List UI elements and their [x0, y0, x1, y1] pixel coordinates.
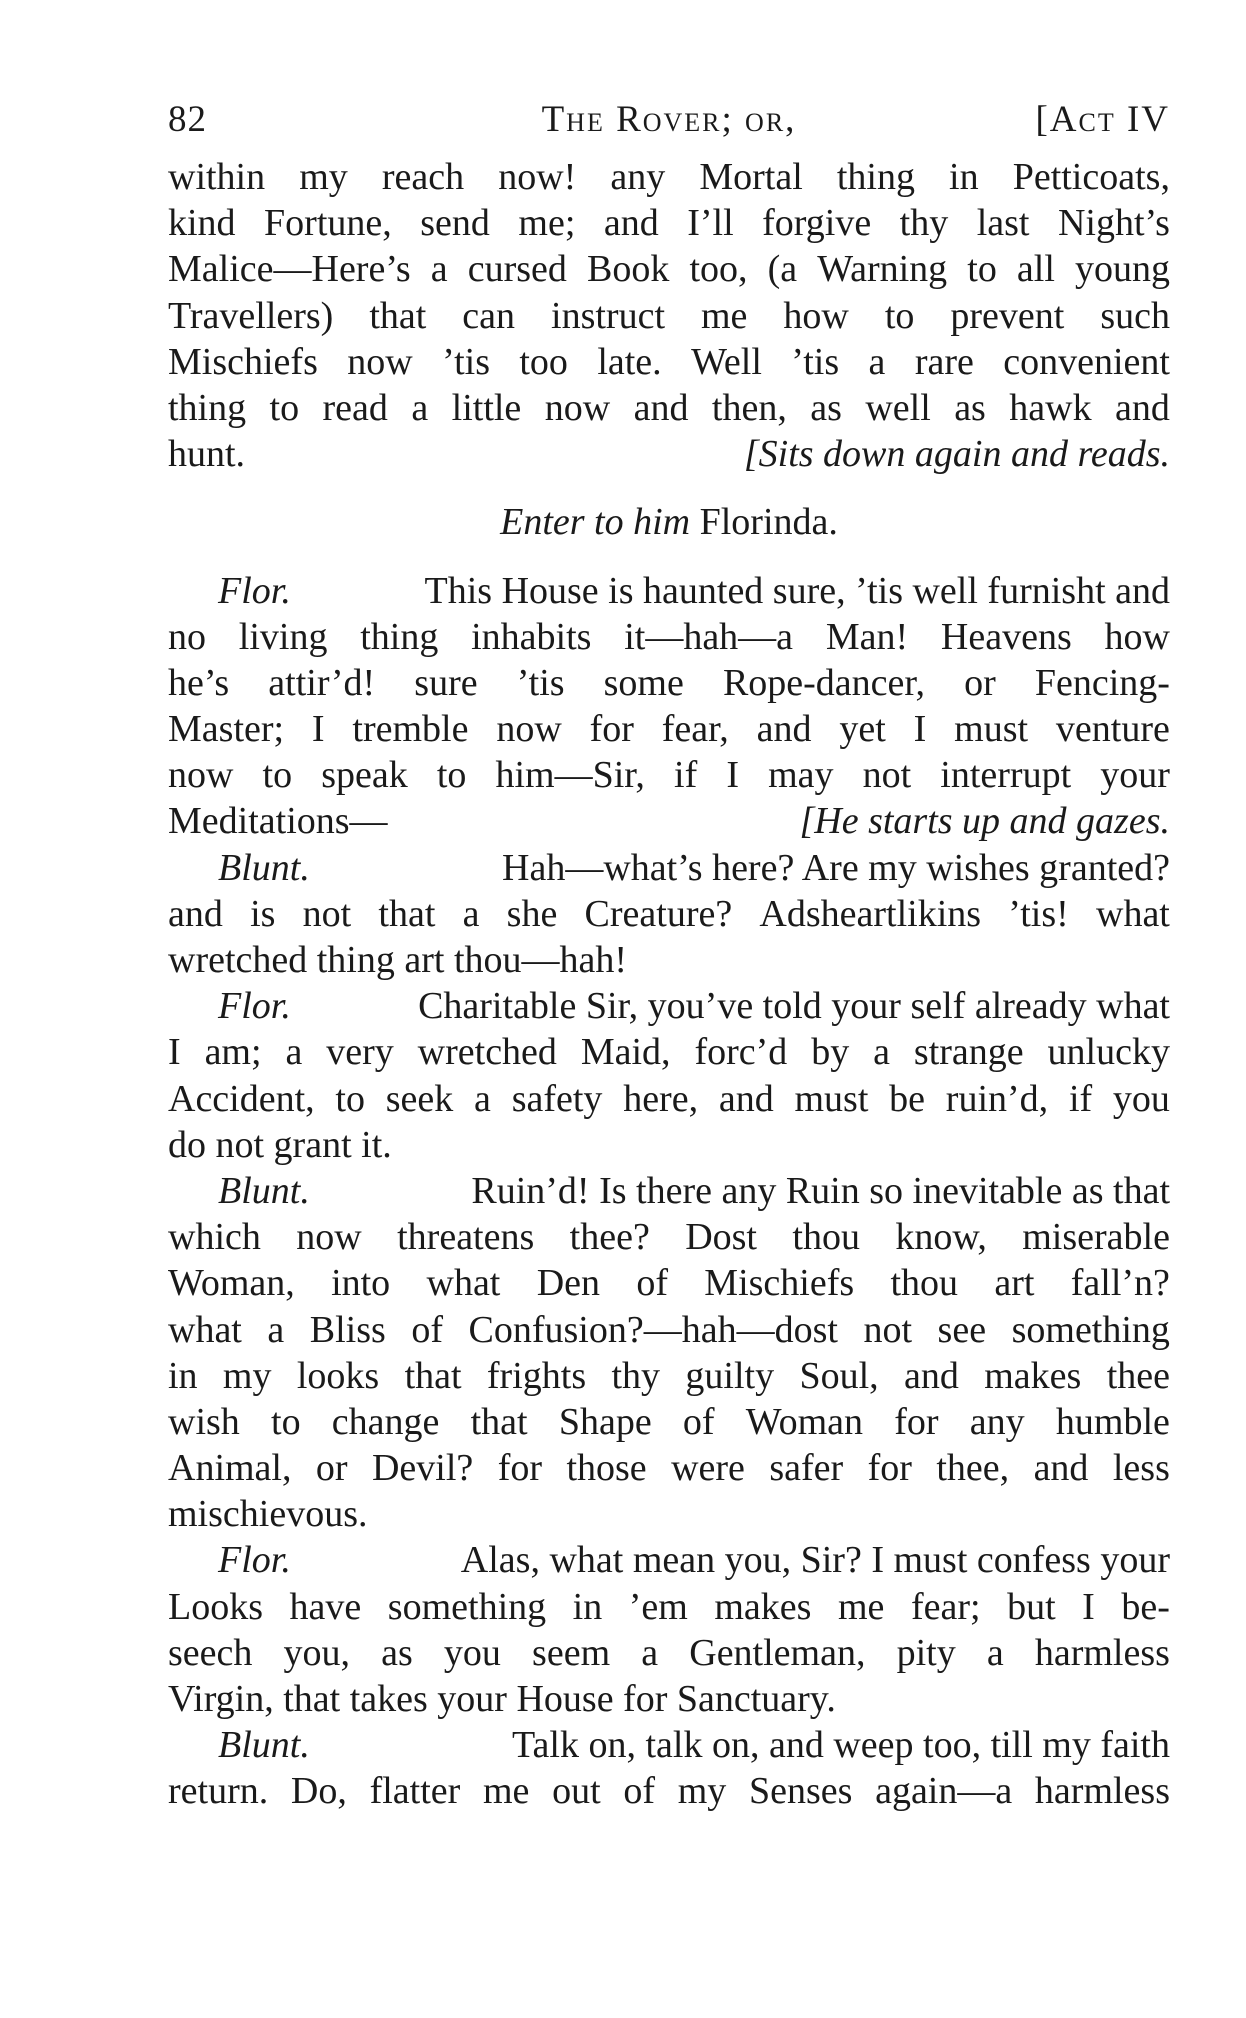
text-line: which now threatens thee? Dost thou know, miserable: [168, 1216, 1170, 1259]
text-line: Malice—Here’s a cursed Book too, (a Warning to all young: [168, 248, 1170, 291]
line-text: This House is haunted sure, ’tis well furnisht and: [424, 569, 1170, 612]
text-line: thing to read a little now and then, as well as hawk and: [168, 386, 1170, 429]
line-text: Hah—what’s here? Are my wishes granted?: [502, 846, 1170, 889]
speaker-name: Flor.: [218, 985, 291, 1028]
text-line: Travellers) that can instruct me how to prevent such: [168, 294, 1170, 337]
line-text: hunt.: [168, 433, 246, 476]
text-line: seech you, as you seem a Gentleman, pity a harmless: [168, 1631, 1170, 1674]
speech-first-line: [168, 845, 1170, 891]
text-line: now to speak to him—Sir, if I may not interrupt your: [168, 754, 1170, 797]
speaker-name: Blunt.: [218, 846, 310, 889]
text-line: he’s attir’d! sure ’tis some Rope-dancer, or Fencing-: [168, 661, 1170, 704]
speech-first-line: [168, 983, 1170, 1029]
text-line: Looks have something in ’em makes me fear; but I be-: [168, 1585, 1170, 1628]
text-line: wish to change that Shape of Woman for any humble: [168, 1400, 1170, 1443]
act-marker: [Act IV: [1035, 99, 1170, 140]
line-text: Meditations—: [168, 800, 388, 843]
text-line: Mischiefs now ’tis too late. Well ’tis a rare convenient: [168, 340, 1170, 383]
text-line: mischievous.: [168, 1493, 368, 1536]
text-line: wretched thing art thou—hah!: [168, 939, 628, 981]
text-line: Accident, to seek a safety here, and must be ruin’d, if you: [168, 1077, 1170, 1120]
speaker-name: Blunt.: [218, 1724, 310, 1767]
text-line: no living thing inhabits it—hah—a Man! Heavens how: [168, 615, 1170, 658]
entrance-character: Florinda.: [699, 501, 838, 544]
running-header: [168, 98, 1170, 154]
entrance-direction: [168, 499, 1170, 545]
speech-first-line: [168, 1722, 1170, 1768]
text-line: Woman, into what Den of Mischiefs thou art fall’n?: [168, 1262, 1170, 1305]
line-text: Charitable Sir, you’ve told your self already what: [418, 985, 1170, 1028]
text-line: Virgin, that takes your House for Sanctuary.: [168, 1678, 836, 1720]
text-line-with-direction: [168, 798, 1170, 844]
line-text: Alas, what mean you, Sir? I must confess your: [460, 1539, 1170, 1582]
text-line: in my looks that frights thy guilty Soul, and makes thee: [168, 1354, 1170, 1397]
line-text: Talk on, talk on, and weep too, till my faith: [512, 1724, 1170, 1767]
speech-first-line: [168, 1537, 1170, 1583]
stage-direction: [He starts up and gazes.: [799, 800, 1170, 843]
text-line: within my reach now! any Mortal thing in Petticoats,: [168, 156, 1170, 198]
text-line: Animal, or Devil? for those were safer for thee, and less: [168, 1447, 1170, 1490]
text-line: Master; I tremble now for fear, and yet I must venture: [168, 708, 1170, 751]
running-title: The Rover; or,: [541, 99, 797, 140]
speech-first-line: [168, 1168, 1170, 1214]
stage-direction: [Sits down again and reads.: [743, 433, 1170, 476]
text-line: kind Fortune, send me; and I’ll forgive thy last Night’s: [168, 202, 1170, 245]
text-line: and is not that a she Creature? Adsheartlikins ’tis! what: [168, 892, 1170, 935]
speaker-name: Blunt.: [218, 1169, 310, 1212]
speaker-name: Flor.: [218, 569, 291, 612]
text-line: do not grant it.: [168, 1123, 392, 1166]
text-line: I am; a very wretched Maid, forc’d by a strange unlucky: [168, 1031, 1170, 1074]
entrance-italic: Enter to him: [500, 501, 691, 544]
text-line: return. Do, flatter me out of my Senses again—a harmless: [168, 1770, 1170, 1813]
speech-first-line: [168, 568, 1170, 614]
text-line-with-direction: [168, 431, 1170, 477]
play-text: [168, 154, 1170, 1815]
speaker-name: Flor.: [218, 1539, 291, 1582]
book-page: [168, 98, 1170, 1815]
page-number: 82: [168, 99, 207, 140]
text-line: what a Bliss of Confusion?—hah—dost not see something: [168, 1308, 1170, 1351]
line-text: Ruin’d! Is there any Ruin so inevitable as that: [471, 1169, 1170, 1212]
